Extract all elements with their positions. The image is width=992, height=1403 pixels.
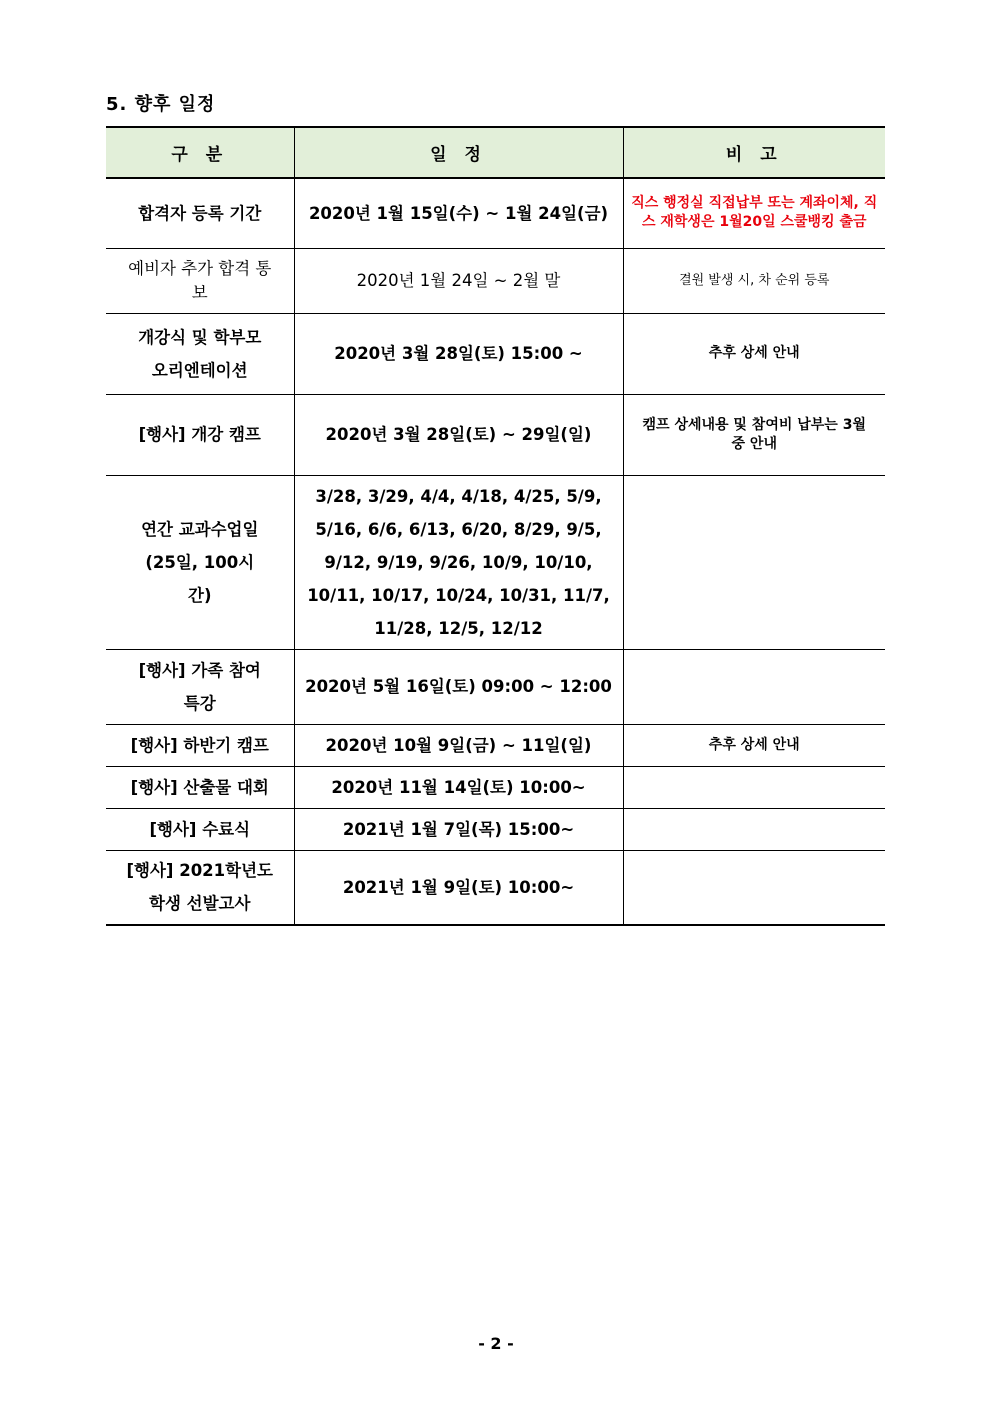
header-schedule: 일 정 bbox=[294, 127, 623, 178]
table-row bbox=[106, 808, 885, 850]
header-note: 비 고 bbox=[623, 127, 885, 178]
row-category: [행사] 하반기 캠프 bbox=[106, 724, 294, 766]
table-row bbox=[106, 248, 885, 313]
table-row bbox=[106, 178, 885, 248]
row-category: [행사] 수료식 bbox=[106, 808, 294, 850]
table-row bbox=[106, 766, 885, 808]
row-note: 직스 행정실 직접납부 또는 계좌이체, 직스 재학생은 1월20일 스쿨뱅킹 출금 bbox=[623, 178, 885, 248]
row-category: [행사] 개강 캠프 bbox=[106, 394, 294, 475]
row-schedule: 2020년 11월 14일(토) 10:00~ bbox=[294, 766, 623, 808]
row-category: [행사] 가족 참여 특강 bbox=[106, 649, 294, 724]
row-note bbox=[623, 808, 885, 850]
row-category: [행사] 2021학년도 학생 선발고사 bbox=[106, 850, 294, 925]
row-note: 추후 상세 안내 bbox=[623, 724, 885, 766]
table-row bbox=[106, 724, 885, 766]
row-schedule: 2020년 5월 16일(토) 09:00 ~ 12:00 bbox=[294, 649, 623, 724]
row-category: 예비자 추가 합격 통보 bbox=[106, 248, 294, 313]
header-category: 구 분 bbox=[106, 127, 294, 178]
table-row bbox=[106, 850, 885, 925]
row-category: [행사] 산출물 대회 bbox=[106, 766, 294, 808]
row-note: 결원 발생 시, 차 순위 등록 bbox=[623, 248, 885, 313]
row-schedule: 2020년 1월 24일 ~ 2월 말 bbox=[294, 248, 623, 313]
table-row bbox=[106, 475, 885, 649]
row-note bbox=[623, 766, 885, 808]
row-note: 추후 상세 안내 bbox=[623, 313, 885, 394]
schedule-table bbox=[106, 126, 885, 926]
row-schedule: 2020년 3월 28일(토) ~ 29일(일) bbox=[294, 394, 623, 475]
row-note: 캠프 상세내용 및 참여비 납부는 3월 중 안내 bbox=[623, 394, 885, 475]
row-note bbox=[623, 649, 885, 724]
row-category: 연간 교과수업일 (25일, 100시간) bbox=[106, 475, 294, 649]
row-category: 개강식 및 학부모 오리엔테이션 bbox=[106, 313, 294, 394]
row-schedule: 2021년 1월 9일(토) 10:00~ bbox=[294, 850, 623, 925]
page-number: - 2 - bbox=[478, 1334, 514, 1353]
section-title: 5. 향후 일정 bbox=[106, 94, 216, 115]
row-note bbox=[623, 475, 885, 649]
table-row bbox=[106, 649, 885, 724]
row-schedule: 2021년 1월 7일(목) 15:00~ bbox=[294, 808, 623, 850]
row-schedule: 2020년 1월 15일(수) ~ 1월 24일(금) bbox=[294, 178, 623, 248]
row-schedule: 3/28, 3/29, 4/4, 4/18, 4/25, 5/9, 5/16, 6/6, 6/13, 6/20, 8/29, 9/5, 9/12, 9/19, 9/26, 10/9, 10/10, 10/11, 10/17, 10/24, 10/31, 11/7, 11/28, 12/5, 12/12 bbox=[294, 475, 623, 649]
table-row bbox=[106, 394, 885, 475]
table-row bbox=[106, 313, 885, 394]
row-schedule: 2020년 10월 9일(금) ~ 11일(일) bbox=[294, 724, 623, 766]
row-category: 합격자 등록 기간 bbox=[106, 178, 294, 248]
row-note bbox=[623, 850, 885, 925]
row-schedule: 2020년 3월 28일(토) 15:00 ~ bbox=[294, 313, 623, 394]
table-header-row bbox=[106, 127, 885, 178]
